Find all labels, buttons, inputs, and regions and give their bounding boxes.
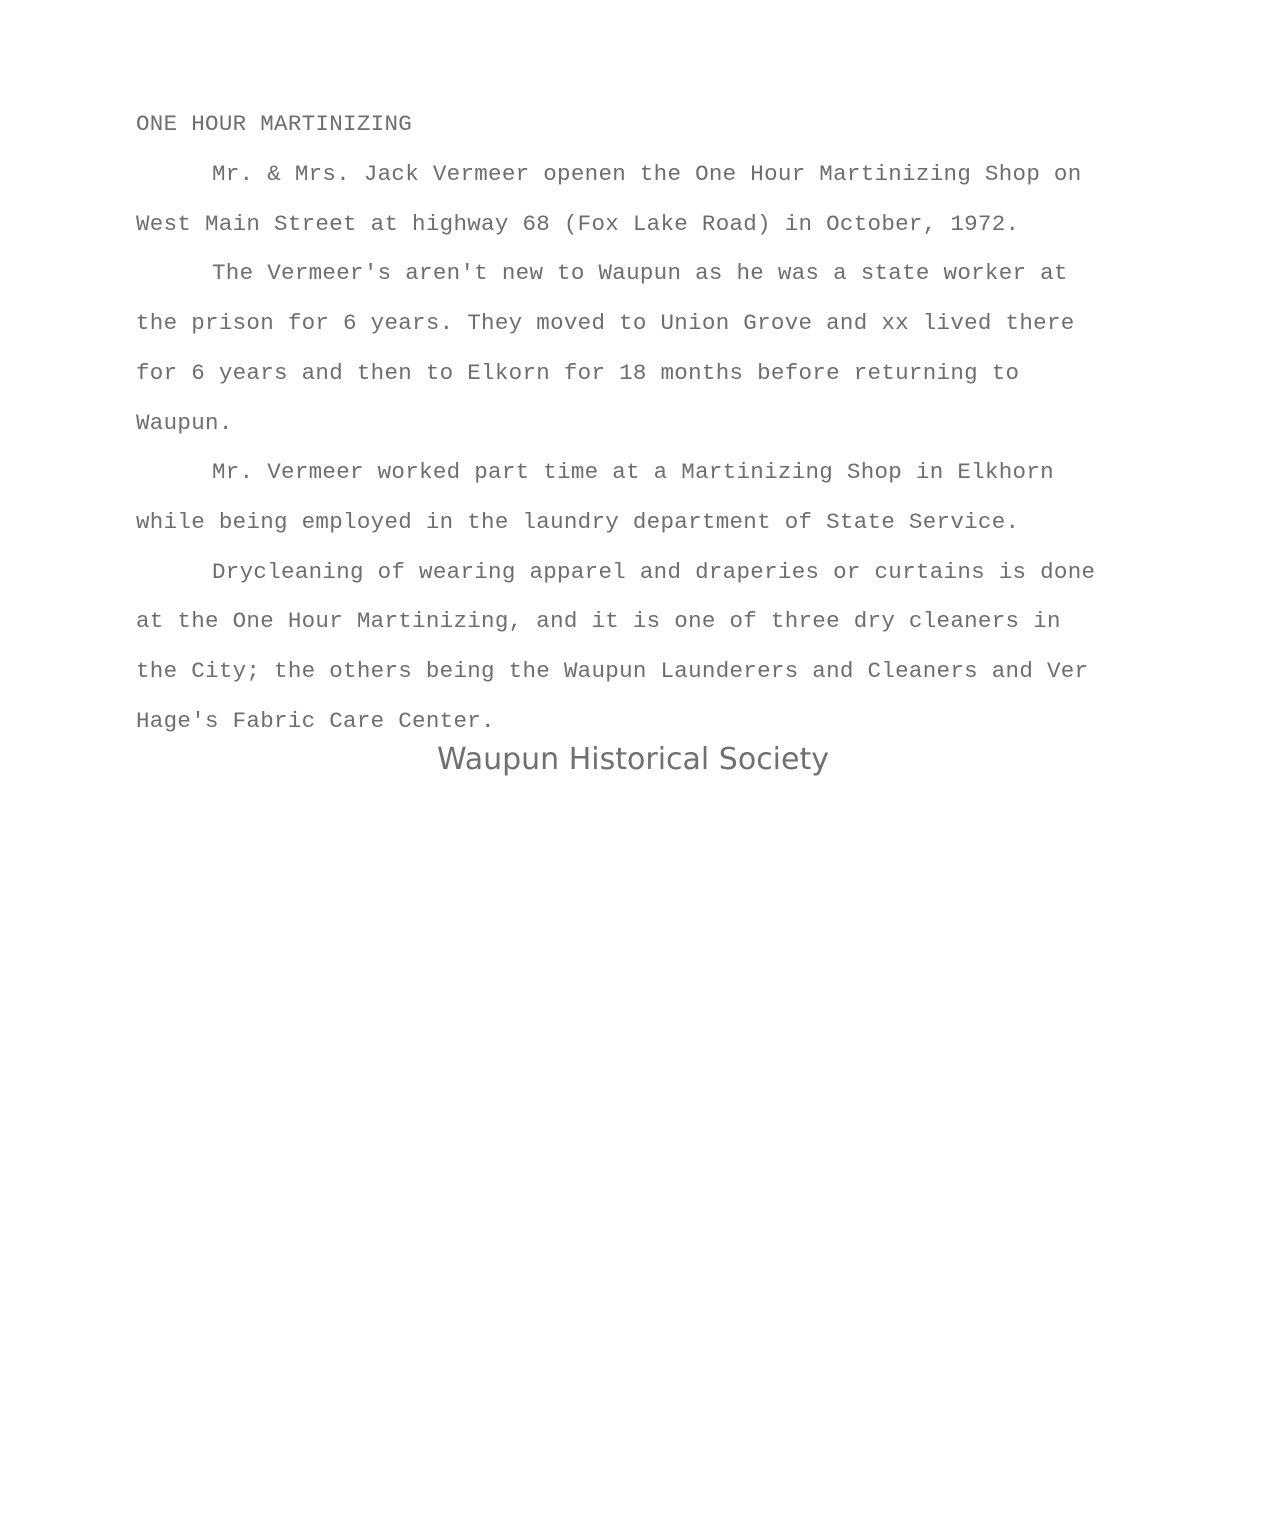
document-title: ONE HOUR MARTINIZING	[136, 111, 413, 137]
watermark-text: Waupun Historical Society	[436, 742, 829, 777]
text-line: the prison for 6 years. They moved to Union Grove and xx lived there	[136, 310, 1075, 337]
text-line: for 6 years and then to Elkorn for 18 months before returning to	[136, 359, 1020, 386]
paragraph-2	[136, 249, 1196, 448]
text-line: Hage's Fabric Care Center.	[136, 707, 495, 734]
text-line: at the One Hour Martinizing, and it is one of three dry cleaners in	[136, 608, 1061, 635]
text-line: Mr. Vermeer worked part time at a Martinizing Shop in Elkhorn	[212, 459, 1054, 486]
text-line: The Vermeer's aren't new to Waupun as he was a state worker at	[212, 260, 1068, 287]
text-line: while being employed in the laundry department of State Service.	[136, 508, 1020, 535]
text-line: Waupun.	[136, 409, 233, 436]
text-line: Mr. & Mrs. Jack Vermeer openen the One Hour Martinizing Shop on	[212, 161, 1082, 187]
text-line: Drycleaning of wearing apparel and draperies or curtains is done	[212, 558, 1096, 585]
typescript-body	[136, 106, 1196, 746]
paragraph-1	[136, 150, 1196, 249]
text-line: the City; the others being the Waupun Launderers and Cleaners and Ver	[136, 658, 1089, 685]
text-line: West Main Street at highway 68 (Fox Lake Road) in October, 1972.	[136, 210, 1020, 237]
paragraph-4	[136, 548, 1196, 747]
paragraph-3	[136, 448, 1196, 547]
